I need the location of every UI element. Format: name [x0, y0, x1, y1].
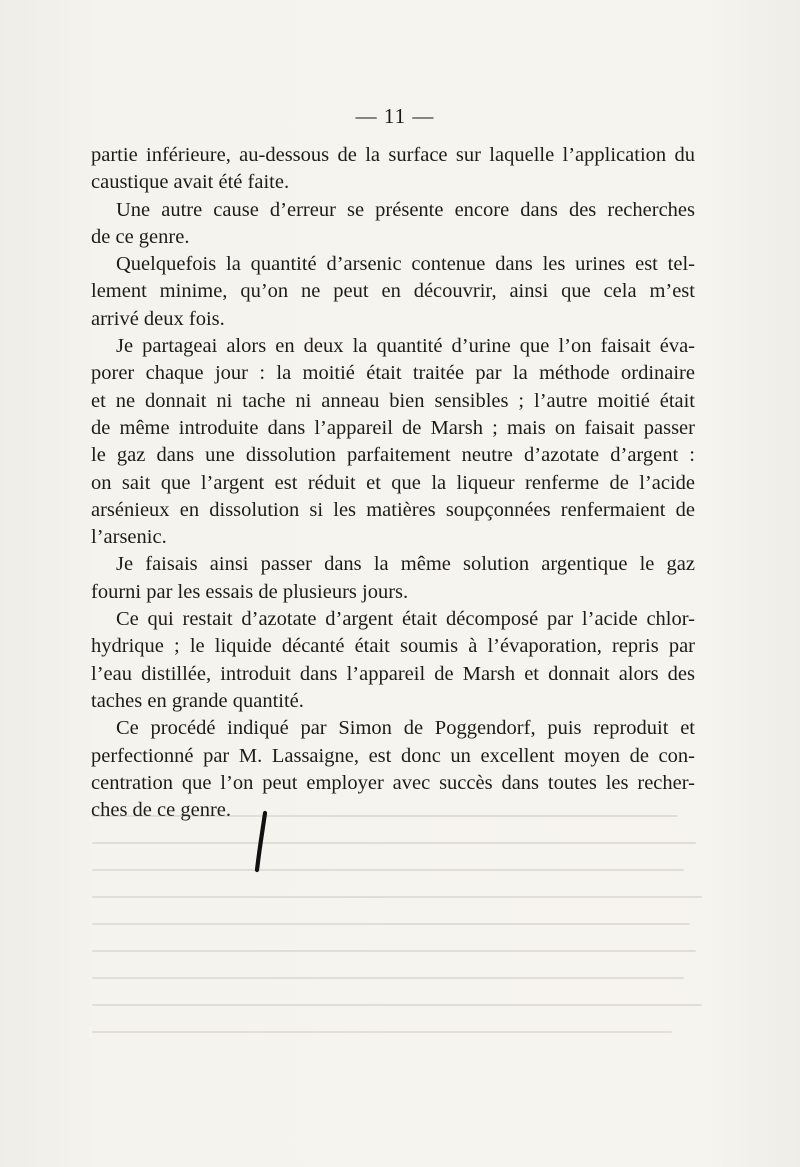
text-line: on sait que l’argent est réduit et que la liqueur renferme de l’acide — [91, 471, 695, 494]
text-line: lement minime, qu’on ne peut en découvrir, ainsi que cela m’est — [91, 280, 695, 303]
text-line: partie inférieure, au-dessous de la surface sur laquelle l’application du — [91, 144, 695, 166]
paragraph-7 — [91, 715, 695, 824]
text-line: ches de ce genre. — [91, 799, 231, 822]
text-line: Ce procédé indiqué par Simon de Poggendorf, puis reproduit et — [116, 717, 695, 740]
paragraph-4 — [91, 333, 695, 551]
paragraph-2 — [91, 197, 695, 252]
text-line: l’arsenic. — [91, 526, 167, 549]
pencil-stroke-mark — [252, 810, 270, 874]
text-line: fourni par les essais de plusieurs jours. — [91, 580, 409, 603]
text-line: Je faisais ainsi passer dans la même solution argentique le gaz — [116, 553, 695, 576]
paragraph-1 — [91, 142, 695, 197]
text-line: arrivé deux fois. — [91, 307, 225, 330]
body-text — [91, 142, 695, 824]
text-line: porer chaque jour : la moitié était traitée par la méthode ordinaire — [91, 362, 695, 385]
text-line: Ce qui restait d’azotate d’argent était décomposé par l’acide chlor- — [116, 608, 695, 631]
paragraph-6 — [91, 606, 695, 715]
text-line: Quelquefois la quantité d’arsenic contenue dans les urines est tel- — [116, 253, 695, 276]
text-line: de même introduite dans l’appareil de Marsh ; mais on faisait passer — [91, 416, 695, 439]
text-line: centration que l’on peut employer avec succès dans toutes les recher- — [91, 771, 695, 794]
bleed-through-shadow — [92, 815, 702, 1075]
text-line: Je partageai alors en deux la quantité d’urine que l’on faisait éva- — [116, 335, 695, 358]
text-line: Une autre cause d’erreur se présente encore dans des recherches — [116, 198, 695, 221]
text-line: l’eau distillée, introduit dans l’appareil de Marsh et donnait alors des — [91, 662, 695, 685]
text-line: et ne donnait ni tache ni anneau bien sensibles ; l’autre moitié était — [91, 389, 695, 412]
text-line: le gaz dans une dissolution parfaitement neutre d’azotate d’argent : — [91, 444, 695, 467]
text-line: de ce genre. — [91, 225, 190, 248]
text-line: hydrique ; le liquide décanté était soumis à l’évaporation, repris par — [91, 635, 695, 658]
paragraph-3 — [91, 251, 695, 333]
paragraph-5 — [91, 551, 695, 606]
page-number: — 11 — — [355, 104, 435, 128]
text-line: taches en grande quantité. — [91, 689, 304, 712]
text-line: perfectionné par M. Lassaigne, est donc un excellent moyen de con- — [91, 744, 695, 767]
text-line: arsénieux en dissolution si les matières soupçonnées renfermaient de — [91, 498, 695, 521]
text-line: caustique avait été faite. — [91, 171, 290, 194]
